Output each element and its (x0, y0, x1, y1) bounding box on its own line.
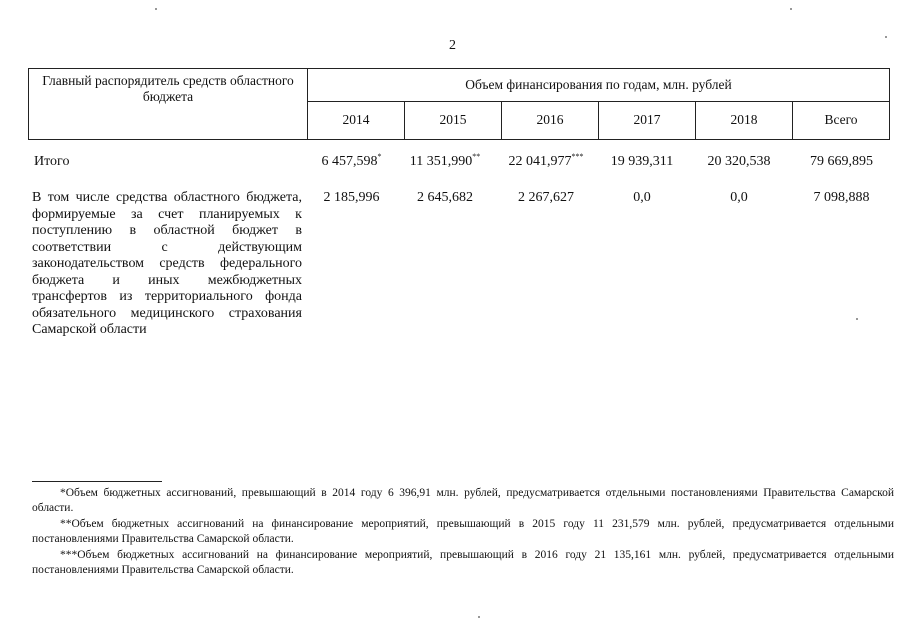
scan-speck (155, 8, 157, 10)
column-header-2017: 2017 (599, 101, 696, 139)
cell-2017: 19 939,311 (610, 154, 674, 169)
footnote-2: **Объем бюджетных ассигнований на финансирование мероприятий, превышающий в 2015 году 11 231,579 млн. рублей, предусматривается отдельными постановлениями Правительства Самарской области. (32, 518, 894, 545)
row-label: Итого (34, 154, 70, 169)
footnote-1: *Объем бюджетных ассигнований, превышающий в 2014 году 6 396,91 млн. рублей, предусматривается отдельными постановлениями Правительства Самарской области. (32, 487, 894, 514)
table-row-federal (0, 190, 905, 210)
scan-speck (885, 36, 887, 38)
footnote-3: ***Объем бюджетных ассигнований на финансирование мероприятий, превышающий в 2016 году 21 135,161 млн. рублей, предусматривается отдельными постановлениями Правительства Самарской области. (32, 549, 894, 576)
scan-speck (856, 318, 858, 320)
cell-total: 7 098,888 (813, 190, 870, 205)
table-row-total (0, 154, 905, 174)
column-header-total: Всего (793, 101, 890, 139)
cell-2016: 22 041,977*** (508, 152, 584, 169)
cell-2014: 6 457,598* (321, 152, 382, 169)
cell-2016: 2 267,627 (518, 190, 574, 205)
cell-2014: 2 185,996 (323, 190, 380, 205)
page-number: 2 (449, 38, 456, 53)
column-header-2018: 2018 (696, 101, 793, 139)
scan-speck (478, 616, 480, 618)
funding-table-header (28, 68, 890, 140)
cell-total: 79 669,895 (810, 154, 873, 169)
row-label-federal: В том числе средства областного бюджета, формируемые за счет планируемых к поступлению в областной бюджет в соответствии с действующим законодательством средств федерального бюджета и иных межбюджетных трансфертов из территориального фонда обязательного медицинского страхования Самарской области (32, 190, 302, 337)
column-header-2016: 2016 (502, 101, 599, 139)
footnote-separator (32, 481, 162, 482)
left-column-header: Главный распорядитель средств областного бюджета (29, 69, 308, 140)
cell-2017: 0,0 (633, 190, 651, 205)
scan-speck (790, 8, 792, 10)
cell-2015: 11 351,990** (409, 152, 481, 169)
cell-2018: 0,0 (730, 190, 748, 205)
cell-2018: 20 320,538 (707, 154, 771, 169)
column-header-2014: 2014 (308, 101, 405, 139)
column-header-2015: 2015 (405, 101, 502, 139)
funding-group-header: Объем финансирования по годам, млн. рублей (308, 69, 890, 102)
cell-2015: 2 645,682 (417, 190, 473, 205)
